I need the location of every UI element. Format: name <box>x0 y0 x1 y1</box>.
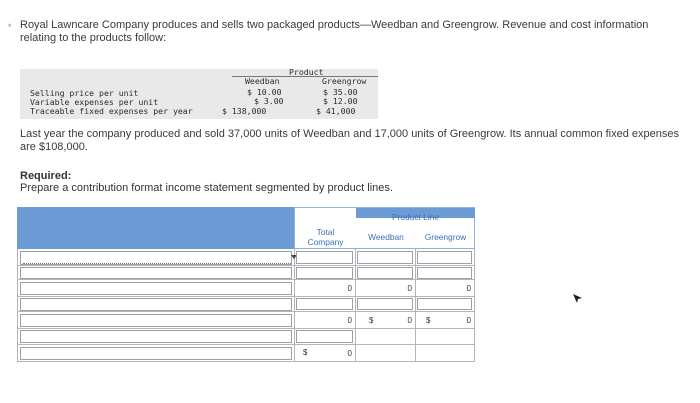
row-label-fixed-expenses: Traceable fixed expenses per year <box>30 106 193 116</box>
total-company-header-line2: Company <box>307 237 344 247</box>
required-instruction: Prepare a contribution format income statement segmented by product lines. <box>20 182 393 194</box>
product-header: Product <box>289 67 324 77</box>
required-asterisk: * <box>8 22 12 32</box>
weedban-selling-price: $ 10.00 <box>247 87 282 97</box>
greengrow-input-row2[interactable] <box>417 267 472 279</box>
total-value-row3: 0 <box>347 284 352 293</box>
weedban-variable-expenses: $ 3.00 <box>254 96 284 106</box>
weedban-fixed-expenses: $ 138,000 <box>222 106 267 116</box>
grid-line <box>415 249 416 362</box>
line-item-dropdown-2[interactable] <box>20 267 292 279</box>
weedban-value-row5: 0 <box>407 316 412 325</box>
line-item-dropdown-7[interactable] <box>20 347 292 360</box>
problem-paragraph: Last year the company produced and sold 37,000 units of Weedban and 17,000 units of Greengrow. Its annual common fixed expenses are $108,000. <box>20 128 680 153</box>
greengrow-dollar-sign-row5: $ <box>426 316 431 325</box>
weedban-dollar-sign-row5: $ <box>369 316 374 325</box>
problem-intro: Royal Lawncare Company produces and sells two packaged products—Weedban and Greengrow. Revenue and cost information relating to the products follow: <box>20 19 649 44</box>
greengrow-value-row5: 0 <box>466 316 471 325</box>
greengrow-input-row1[interactable] <box>417 251 472 264</box>
greengrow-selling-price: $ 35.00 <box>323 87 358 97</box>
total-input-row6[interactable] <box>296 330 353 343</box>
mouse-cursor-icon <box>571 292 585 306</box>
greengrow-fixed-expenses: $ 41,000 <box>316 106 356 116</box>
income-statement-worksheet <box>17 207 475 363</box>
worksheet-column-headers <box>294 207 475 249</box>
row-label-selling-price: Selling price per unit <box>30 88 139 98</box>
total-input-row4[interactable] <box>296 298 353 310</box>
line-item-dropdown-6[interactable] <box>20 330 292 343</box>
weedban-input-row2[interactable] <box>357 267 413 279</box>
weedban-input-row4[interactable] <box>357 298 413 310</box>
product-data-table <box>20 69 378 119</box>
row-label-variable-expenses: Variable expenses per unit <box>30 97 159 107</box>
weedban-header: Weedban <box>368 232 404 242</box>
required-heading: Required: <box>20 170 72 182</box>
total-company-header-line1: Total <box>316 227 335 237</box>
line-item-dropdown-4[interactable] <box>20 298 292 311</box>
dropdown-dotted-line <box>23 263 291 264</box>
grid-line <box>474 249 475 362</box>
greengrow-header: Greengrow <box>424 232 467 242</box>
grid-line <box>355 249 356 362</box>
greengrow-value-row3: 0 <box>466 284 471 293</box>
total-input-row2[interactable] <box>296 267 353 279</box>
product-line-header: Product Line <box>391 212 440 222</box>
greengrow-input-row4[interactable] <box>417 298 472 310</box>
weedban-input-row1[interactable] <box>357 251 413 264</box>
grid-line <box>294 249 295 362</box>
weedban-value-row3: 0 <box>407 284 412 293</box>
greengrow-variable-expenses: $ 12.00 <box>323 96 358 106</box>
total-dollar-sign-row7: $ <box>303 348 308 357</box>
total-value-row5: 0 <box>347 316 352 325</box>
line-item-dropdown-3[interactable] <box>20 282 292 295</box>
col-weedban-header: Weedban <box>245 76 280 86</box>
total-input-row1[interactable] <box>296 251 353 264</box>
line-item-dropdown-5[interactable] <box>20 314 292 327</box>
col-greengrow-header: Greengrow <box>322 76 367 86</box>
grid-line <box>17 249 18 362</box>
total-value-row7: 0 <box>347 349 352 358</box>
